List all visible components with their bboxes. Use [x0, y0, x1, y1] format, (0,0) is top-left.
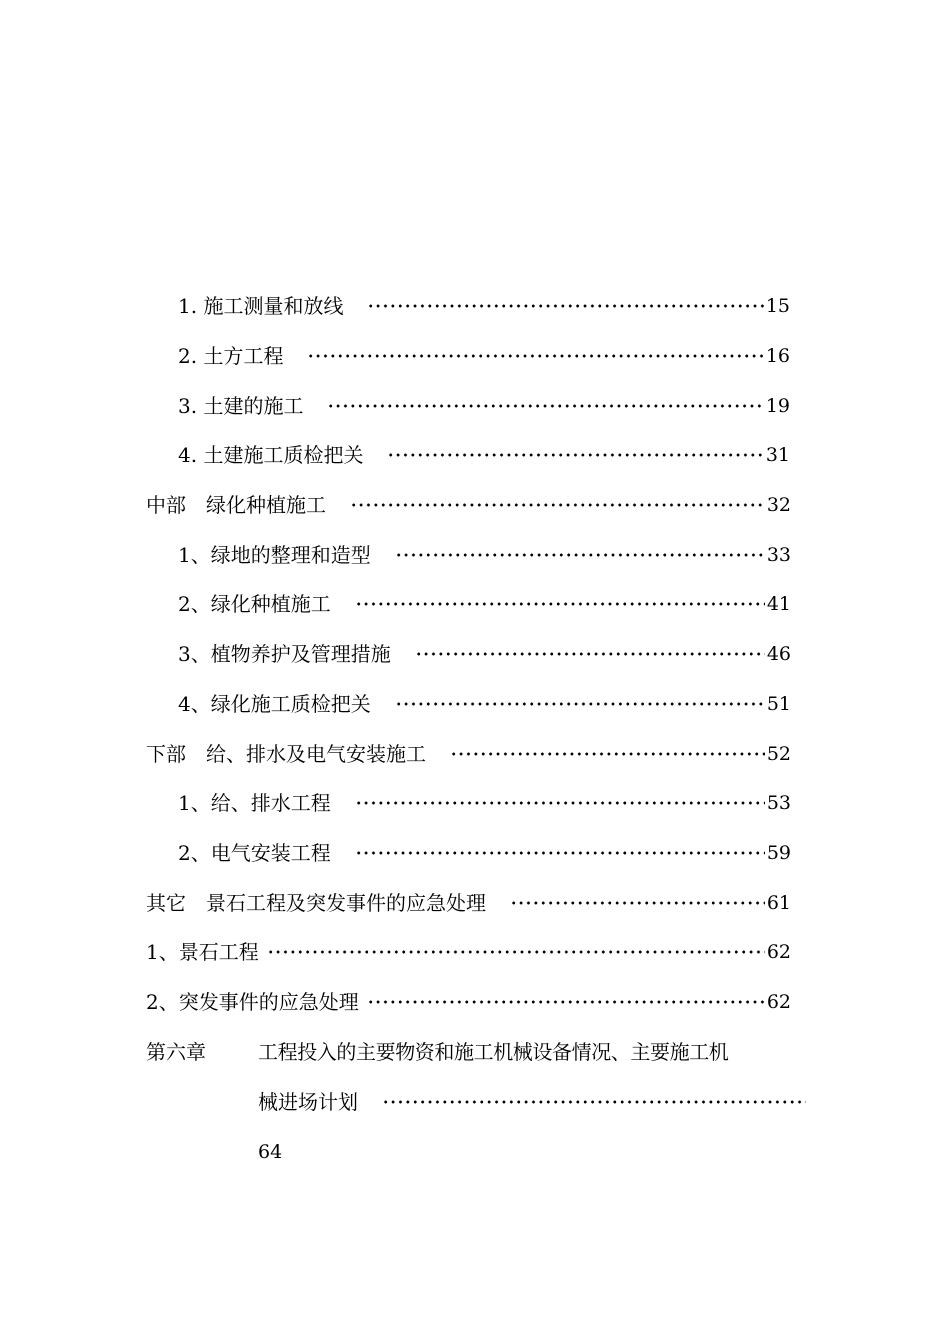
- toc-section-entry[interactable]: [146, 740, 791, 768]
- dot-leader: [395, 541, 765, 569]
- toc-entry-title: 3. 土建的施工: [178, 394, 304, 418]
- dot-leader: [355, 789, 765, 817]
- toc-entry-page: 16: [765, 345, 790, 367]
- dot-leader: [367, 988, 765, 1016]
- toc-entry-title: 4. 土建施工质检把关: [178, 443, 364, 467]
- toc-entry-title: 2、电气安装工程: [178, 841, 331, 865]
- toc-entry[interactable]: [178, 441, 790, 469]
- dot-leader: [395, 690, 765, 718]
- toc-entry[interactable]: [178, 292, 790, 320]
- toc-entry-page: 32: [766, 494, 791, 516]
- chapter-label: 第六章: [146, 1040, 206, 1064]
- toc-entry-title: 1. 施工测量和放线: [178, 294, 344, 318]
- chapter-title-line1: 工程投入的主要物资和施工机械设备情况、主要施工机: [258, 1040, 729, 1064]
- toc-entry-title: 1、给、排水工程: [178, 791, 331, 815]
- chapter-title-line2-row: [258, 1088, 806, 1116]
- dot-leader: [387, 441, 763, 469]
- toc-entry-page: 61: [766, 892, 791, 914]
- toc-entry-page: 62: [766, 991, 791, 1013]
- dot-leader: [450, 740, 765, 768]
- toc-entry-title: 2、突发事件的应急处理: [146, 990, 359, 1014]
- toc-entry[interactable]: [178, 392, 790, 420]
- toc-entry[interactable]: [146, 938, 791, 966]
- toc-entry[interactable]: [178, 789, 791, 817]
- toc-entry-title: 1、景石工程: [146, 940, 259, 964]
- dot-leader: [327, 392, 763, 420]
- toc-entry-page: 31: [765, 444, 790, 466]
- toc-entry[interactable]: [178, 590, 791, 618]
- toc-entry-page: 51: [766, 693, 791, 715]
- toc-entry-title: 其它 景石工程及突发事件的应急处理: [146, 891, 486, 915]
- dot-leader: [415, 640, 765, 668]
- toc-section-entry[interactable]: [146, 491, 791, 519]
- toc-entry-page: 52: [766, 743, 791, 765]
- toc-entry-title: 4、绿化施工质检把关: [178, 692, 371, 716]
- toc-entry-page: 46: [766, 643, 791, 665]
- dot-leader: [355, 590, 765, 618]
- dot-leader: [367, 292, 763, 320]
- dot-leader: [307, 342, 763, 370]
- toc-entry-title: 中部 绿化种植施工: [146, 493, 326, 517]
- toc-entry-title: 3、植物养护及管理措施: [178, 642, 391, 666]
- toc-entry-page: 62: [766, 941, 791, 963]
- toc-entry-title: 下部 给、排水及电气安装施工: [146, 742, 426, 766]
- dot-leader: [267, 938, 765, 966]
- toc-entry-page: 41: [766, 593, 791, 615]
- toc-entry[interactable]: [178, 640, 791, 668]
- toc-entry[interactable]: [178, 541, 791, 569]
- toc-entry-page: 33: [766, 544, 791, 566]
- toc-entry-page: 53: [766, 792, 791, 814]
- toc-entry-page: 15: [765, 295, 790, 317]
- toc-entry-title: 1、绿地的整理和造型: [178, 543, 371, 567]
- dot-leader: [355, 839, 765, 867]
- toc-entry-page: 19: [765, 395, 790, 417]
- toc-entry[interactable]: [178, 690, 791, 718]
- toc-entry-title: 2. 土方工程: [178, 344, 284, 368]
- toc-entry-page: 64: [258, 1141, 283, 1163]
- toc-entry[interactable]: [146, 988, 791, 1016]
- toc-entry-page: 59: [766, 842, 791, 864]
- toc-section-entry[interactable]: [146, 889, 791, 917]
- toc-entry[interactable]: [178, 342, 790, 370]
- dot-leader: [382, 1088, 806, 1116]
- dot-leader: [350, 491, 765, 519]
- chapter-title-line2: 械进场计划: [258, 1090, 358, 1114]
- toc-entry-title: 2、绿化种植施工: [178, 592, 331, 616]
- toc-entry[interactable]: [178, 839, 791, 867]
- dot-leader: [510, 889, 765, 917]
